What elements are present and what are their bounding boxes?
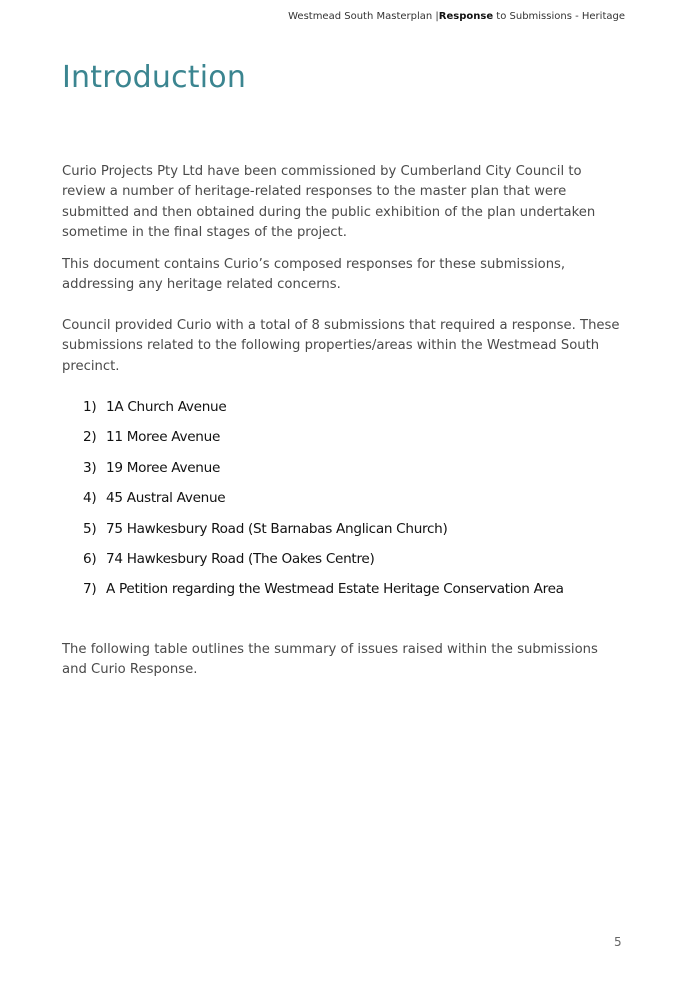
list-item: [83, 579, 564, 609]
list-item-text: 75 Hawkesbury Road (St Barnabas Anglican Church): [106, 520, 448, 537]
document-purpose-paragraph: This document contains Curio’s composed responses for these submissions, addressing any heritage related concerns.: [62, 257, 566, 293]
list-item-number: 4): [83, 490, 97, 507]
list-item-text: A Petition regarding the Westmead Estate Heritage Conservation Area: [106, 581, 564, 598]
table-intro-paragraph: The following table outlines the summary of issues raised within the submissions and Curio Response.: [62, 642, 598, 678]
list-item: [83, 397, 564, 427]
header-document-title: Westmead South Masterplan |: [288, 11, 439, 22]
list-item-text: 1A Church Avenue: [106, 399, 227, 415]
header-section-rest: to Submissions - Heritage: [493, 11, 625, 22]
properties-list: [83, 397, 564, 610]
list-item-text: 74 Hawkesbury Road (The Oakes Centre): [106, 550, 375, 567]
list-item-number: 2): [83, 429, 97, 446]
list-item-number: 5): [83, 520, 97, 537]
header-section-strong: Response: [438, 11, 494, 22]
list-item: [83, 488, 564, 518]
list-item-number: 7): [83, 581, 97, 598]
running-header: [288, 11, 625, 22]
page-title: Introduction: [62, 60, 247, 95]
list-item-text: 19 Moree Avenue: [106, 459, 221, 476]
submissions-paragraph: Council provided Curio with a total of 8 submissions that required a response. These submissions related to the following properties/areas within the Westmead South precinct.: [62, 318, 620, 374]
list-item-text: 45 Austral Avenue: [106, 490, 226, 507]
list-item: [83, 549, 564, 579]
page-number: 5: [614, 935, 622, 949]
list-item-number: 3): [83, 459, 97, 476]
list-item-number: 6): [83, 550, 97, 567]
list-item: [83, 458, 564, 488]
intro-paragraph: Curio Projects Pty Ltd have been commissioned by Cumberland City Council to review a number of heritage-related responses to the master plan that were submitted and then obtained during the public exhibition of the plan undertaken sometime in the final stages of the project.: [62, 164, 596, 241]
list-item-number: 1): [83, 399, 97, 415]
list-item: [83, 519, 564, 549]
list-item: [83, 427, 564, 457]
list-item-text: 11 Moree Avenue: [106, 429, 221, 446]
